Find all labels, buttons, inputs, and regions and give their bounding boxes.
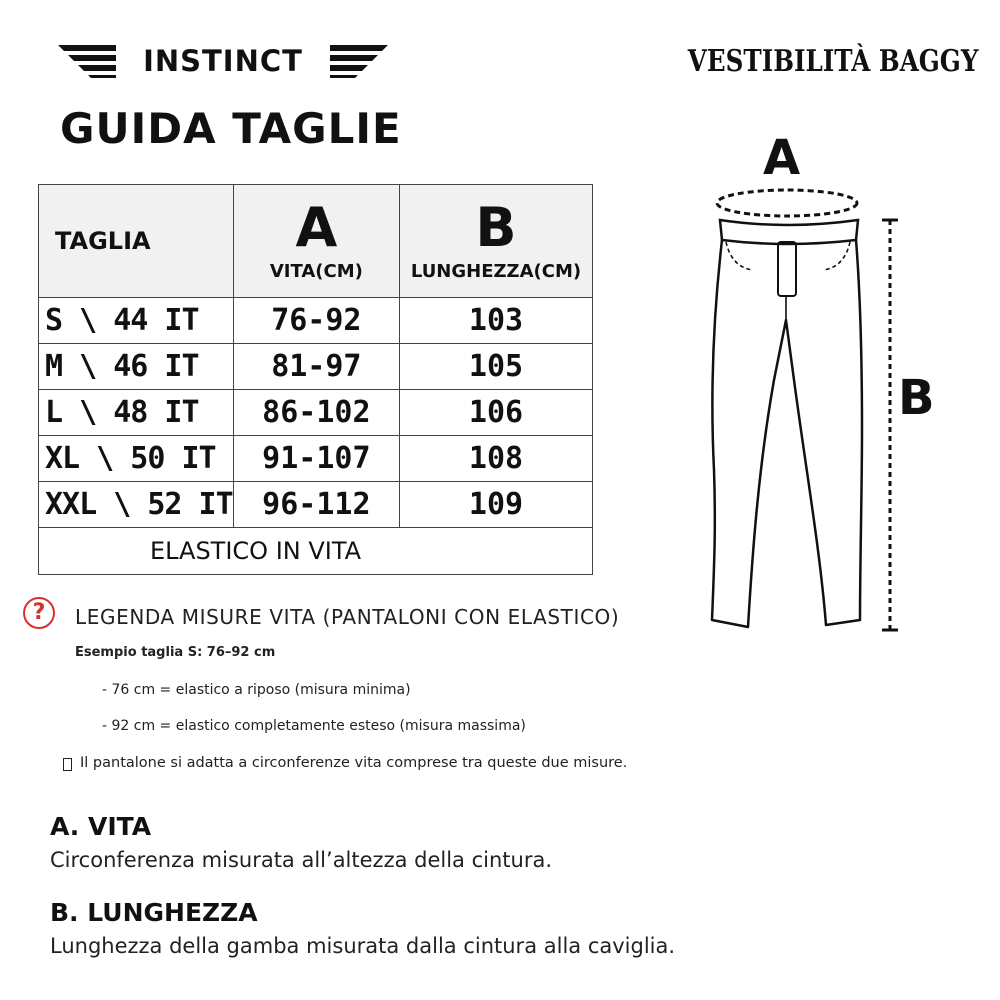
table-header-row xyxy=(39,185,593,298)
size-cell: XXL \ 52 IT xyxy=(39,482,234,528)
header-waist-label: VITA(CM) xyxy=(269,260,363,282)
brand-logo xyxy=(58,40,388,82)
pants-diagram xyxy=(690,130,990,650)
header-length-letter: B xyxy=(475,195,517,259)
table-row xyxy=(39,436,593,482)
size-cell: M \ 46 IT xyxy=(39,344,234,390)
legend-max-line: - 92 cm = elastico completamente esteso (misura massima) xyxy=(102,718,526,734)
waist-cell: 96-112 xyxy=(233,482,399,528)
fit-label: VESTIBILITÀ BAGGY xyxy=(687,44,978,79)
waist-cell: 81-97 xyxy=(233,344,399,390)
definition-title-waist: A. VITA xyxy=(50,812,152,841)
header-length xyxy=(400,185,593,298)
header-length-label: LUNGHEZZA(CM) xyxy=(410,260,582,282)
pants-icon xyxy=(690,130,990,650)
waist-cell: 76-92 xyxy=(233,298,399,344)
definition-text-length: Lunghezza della gamba misurata dalla cintura alla caviglia. xyxy=(50,934,676,958)
legend-example: Esempio taglia S: 76–92 cm xyxy=(75,645,276,660)
definition-text-waist: Circonferenza misurata all’altezza della cintura. xyxy=(50,848,553,872)
length-cell: 105 xyxy=(400,344,593,390)
length-cell: 106 xyxy=(400,390,593,436)
waist-cell: 86-102 xyxy=(233,390,399,436)
question-circle-icon: ? xyxy=(23,597,55,629)
waist-cell: 91-107 xyxy=(233,436,399,482)
definition-title-length: B. LUNGHEZZA xyxy=(50,898,258,927)
page-title: GUIDA TAGLIE xyxy=(60,104,402,153)
table-row xyxy=(39,390,593,436)
legend-note: Il pantalone si adatta a circonferenze vita comprese tra queste due misure. xyxy=(80,755,628,771)
size-cell: XL \ 50 IT xyxy=(39,436,234,482)
size-table xyxy=(38,184,593,575)
size-cell: S \ 44 IT xyxy=(39,298,234,344)
legend-title: LEGENDA MISURE VITA (PANTALONI CON ELASTICO) xyxy=(75,605,620,629)
table-row xyxy=(39,482,593,528)
checkbox-icon xyxy=(63,758,72,771)
table-row xyxy=(39,344,593,390)
dimension-label-a: A xyxy=(763,130,801,186)
length-cell: 109 xyxy=(400,482,593,528)
header-size: TAGLIA xyxy=(39,185,234,298)
table-note-row xyxy=(39,528,593,575)
table-note: ELASTICO IN VITA xyxy=(39,528,593,575)
legend-min-line: - 76 cm = elastico a riposo (misura minima) xyxy=(102,682,411,698)
length-cell: 103 xyxy=(400,298,593,344)
dimension-label-b: B xyxy=(898,370,935,426)
table-row xyxy=(39,298,593,344)
header-waist xyxy=(233,185,399,298)
size-cell: L \ 48 IT xyxy=(39,390,234,436)
length-cell: 108 xyxy=(400,436,593,482)
header-waist-letter: A xyxy=(295,195,338,259)
brand-name: INSTINCT xyxy=(143,44,303,78)
